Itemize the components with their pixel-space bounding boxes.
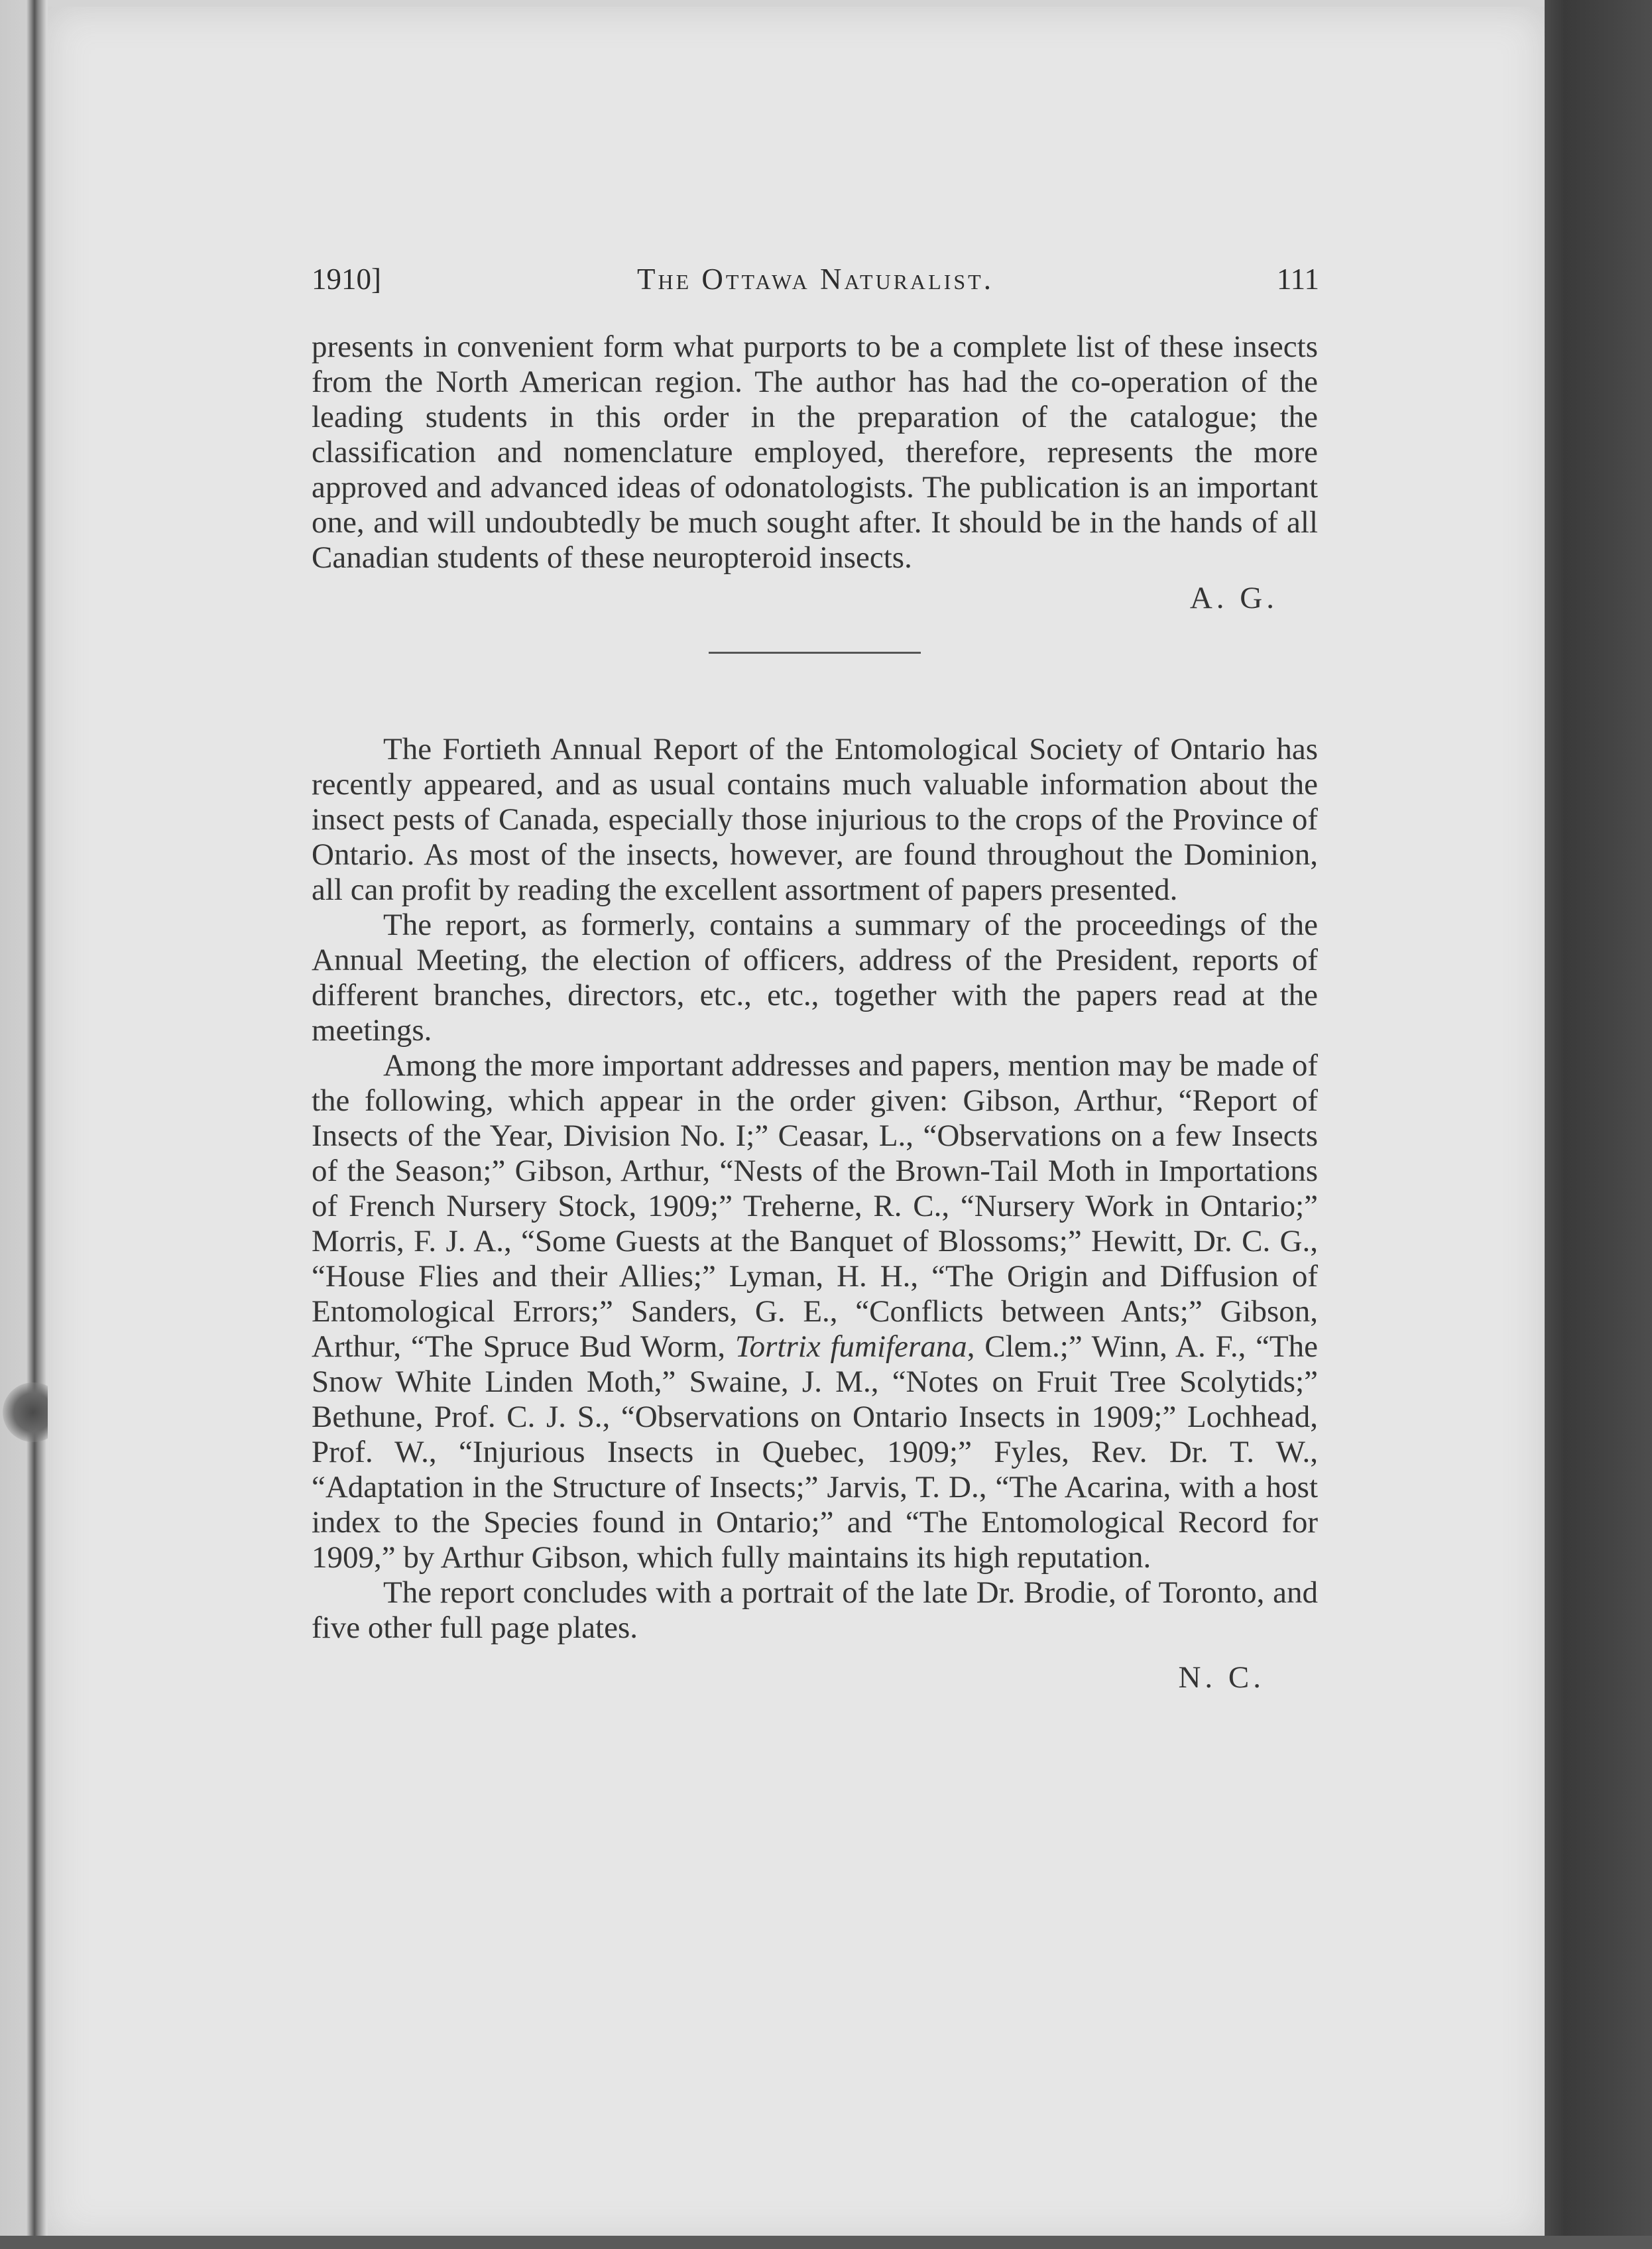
paragraph-text: Among the more important addresses and papers, mention may be made of the following, which appear in the order given: Gibson, Arthur, “Report of Insects of the Year, Division No. I;” Ceasar, L., “Observations on a few Insects of the Season;” Gibson, Arthur, “Nests of the Brown-Tail Moth in Importations of French Nursery Stock, 1909;” Treherne, R. C., “Nursery Work in Ontario;” Morris, F. J. A., “Some Guests at the Banquet of Blossoms;” Hewitt, Dr. C. G., “House Flies and their Allies;” Lyman, H. H., “The Origin and Diffusion of Entomological Errors;” Sanders, G. E., “Conflicts between Ants;” Gibson, Arthur, “The Spruce Bud Worm, bbox=[312, 1048, 1318, 1364]
paragraph: The Fortieth Annual Report of the Entomological Society of Ontario has recently appeared, and as usual contains much valuable information about the insect pests of Canada, especially those injurious to the crops of the Province of Ontario. As most of the insects, however, are found throughout the Dominion, all can profit by reading the excellent assortment of papers presented. bbox=[312, 732, 1318, 907]
species-name: Tortrix fumiferana bbox=[735, 1329, 967, 1364]
running-head bbox=[312, 262, 1319, 308]
binding-edge bbox=[0, 0, 48, 2249]
header-year: 1910] bbox=[312, 263, 381, 296]
paragraph: The report concludes with a portrait of the late Dr. Brodie, of Toronto, and five other full page plates. bbox=[312, 1575, 1318, 1645]
page-number: 111 bbox=[1276, 263, 1319, 296]
paragraph bbox=[312, 1048, 1318, 1575]
review-continuation: presents in convenient form what purports to be a complete list of these insects from the North American region. The author has had the co-operation of the leading students in this order in the preparation of the catalogue; the classification and nomenclature employed, therefore, represents the more approved and advanced ideas of odonatologists. The publication is an important one, and will undoubtedly be much sought after. It should be in the hands of all Canadian students of these neuropteroid insects. bbox=[312, 330, 1318, 575]
paragraph-text: , Clem.;” Winn, A. F., “The Snow White Linden Moth,” Swaine, J. M., “Notes on Fruit Tree Scolytids;” Bethune, Prof. C. J. S., “Observations on Ontario Insects in 1909;” Lochhead, Prof. W., “Injurious Insects in Quebec, 1909;” Fyles, Rev. Dr. T. W., “Adaptation in the Structure of Insects;” Jarvis, T. D., “The Acarina, with a host index to the Species found in Ontario;” and “The Entomological Record for 1909,” by Arthur Gibson, which fully maintains its high reputation. bbox=[312, 1329, 1318, 1575]
section-divider bbox=[709, 652, 921, 654]
review-signature: A. G. bbox=[1189, 581, 1278, 615]
review-signature: N. C. bbox=[1178, 1660, 1265, 1695]
scan-bottom-edge bbox=[0, 2236, 1652, 2249]
paragraph: The report, as formerly, contains a summary of the proceedings of the Annual Meeting, the election of officers, address of the President, reports of different branches, directors, etc., etc., together with the papers read at the meetings. bbox=[312, 908, 1318, 1048]
article-body bbox=[312, 330, 1318, 1695]
scan-background bbox=[1545, 0, 1652, 2249]
journal-title: The Ottawa Naturalist. bbox=[637, 263, 994, 296]
